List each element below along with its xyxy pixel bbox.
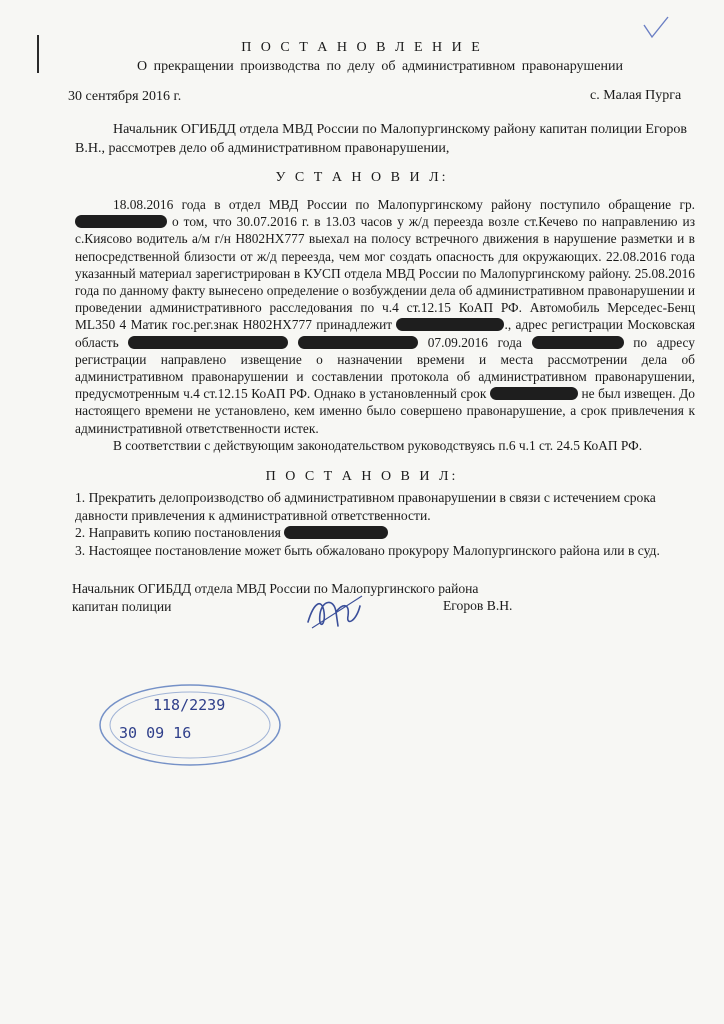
signer-rank: капитан полиции	[72, 599, 172, 614]
facts-part-c: ., адрес регистрации Московская область	[75, 317, 695, 350]
redaction-mark	[396, 318, 504, 331]
resolution-item-2	[75, 524, 700, 542]
resolution-item-2-text: 2. Направить копию постановления	[75, 525, 281, 540]
facts-part-f: не был извещен. До настоящего времени не установлено, кем именно было совершено правонарушение, а срок привлечения к административной ответственности истек.	[75, 386, 695, 436]
established-body	[75, 196, 695, 454]
legal-basis-paragraph: В соответствии с действующим законодательством руководствуясь п.6 ч.1 ст. 24.5 КоАП РФ.	[113, 437, 643, 453]
document-subtitle: О прекращении производства по делу об административном правонарушении	[136, 59, 623, 74]
signer-position: Начальник ОГИБДД отдела МВД России по Малопургинского района	[72, 581, 479, 596]
redaction-mark	[532, 336, 624, 349]
facts-paragraph	[75, 196, 695, 437]
redaction-mark	[298, 336, 418, 349]
facts-part-b: о том, что 30.07.2016 г. в 13.03 часов у ж/д переезда возле ст.Кечево по направлению из с.Киясово водитель а/м г/н Н802НХ777 выехал на полосу встречного движения в нарушение разметки и в непосредственной близости от ж/д переезда, чем мог создать опасность для окружающих. 22.08.2016 года указанный материал зарегистрирован в КУСП отдела МВД России по Малопургинскому району. 25.08.2016 года по данному факту вынесено определение о возбуждении дела об административном правонарушении и проведении административного расследования по ч.4 ст.12.15 КоАП РФ. Автомобиль Мерседес-Бенц ML350 4 Матик гос.рег.знак Н802НХ777 принадлежит	[75, 214, 695, 333]
redaction-mark	[284, 526, 388, 539]
stamp-number: 118/2239	[153, 696, 226, 714]
resolution-item-3: 3. Настоящее постановление может быть обжаловано прокурору Малопургинского района или в суд.	[75, 542, 660, 558]
resolved-items	[75, 489, 700, 559]
registration-stamp	[95, 680, 285, 770]
facts-part-e: по адресу регистрации направлено извещение о назначении времени и места рассмотрении дела об административном правонарушении и составлении протокола об административном правонарушении, предусмотренным ч.4 ст.12.15 КоАП РФ. Однако в установленный срок	[75, 334, 695, 402]
signer-block	[72, 580, 478, 616]
facts-part-d: 07.09.2016 года	[427, 334, 522, 350]
checkmark-icon	[642, 15, 670, 41]
established-heading: У С Т А Н О В И Л:	[275, 170, 449, 185]
document-date: 30 сентября 2016 г.	[68, 89, 182, 104]
resolved-heading: П О С Т А Н О В И Л:	[265, 469, 459, 484]
redaction-mark	[128, 336, 288, 349]
signer-name: Егоров В.Н.	[443, 598, 513, 613]
stamp-date: 30 09 16	[119, 724, 192, 742]
facts-part-a: 18.08.2016 года в отдел МВД России по Малопургинскому району поступило обращение гр.	[113, 197, 695, 212]
redaction-mark	[490, 387, 578, 400]
intro-paragraph: Начальник ОГИБДД отдела МВД России по Малопургинскому району капитан полиции Егоров В.Н., рассмотрев дело об административном правонарушении,	[75, 122, 687, 156]
document-place: с. Малая Пурга	[590, 88, 682, 103]
redaction-mark	[75, 215, 167, 228]
resolution-item-1: 1. Прекратить делопроизводство об административном правонарушении в связи с истечением срока давности привлечения к административной ответственности.	[75, 490, 656, 523]
document-title: П О С Т А Н О В Л Е Н И Е	[241, 40, 483, 55]
handwritten-signature	[300, 592, 370, 634]
